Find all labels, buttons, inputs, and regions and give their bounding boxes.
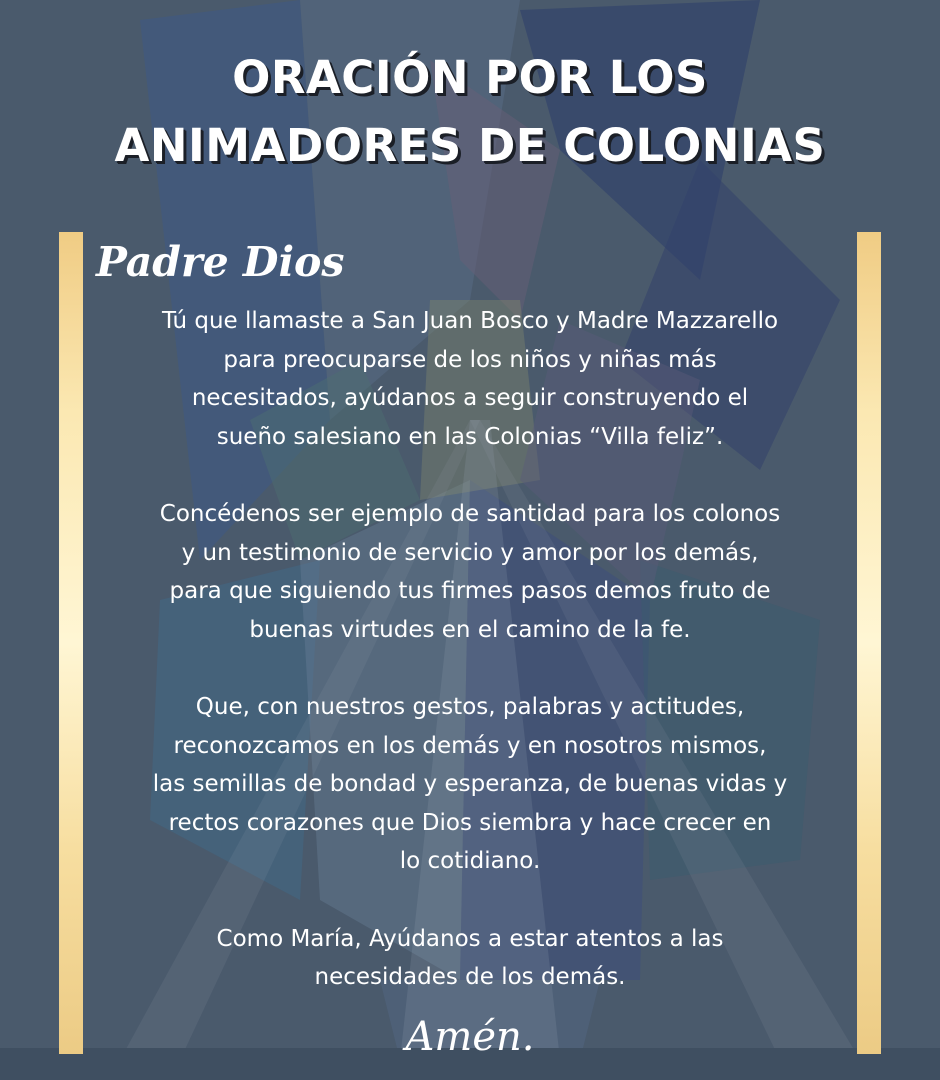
title-line-2: ANIMADORES DE COLONIAS bbox=[114, 119, 826, 172]
left-gold-bar bbox=[59, 232, 83, 1054]
right-gold-bar bbox=[857, 232, 881, 1054]
prayer-paragraph-4: Como María, Ayúdanos a estar atentos a las necesidades de los demás. bbox=[216, 925, 724, 990]
closing-amen: Amén. bbox=[405, 1014, 535, 1060]
greeting: Padre Dios bbox=[96, 238, 345, 286]
prayer-paragraph-1: Tú que llamaste a San Juan Bosco y Madre Mazzarello para preocuparse de los niños y niñas más necesitados, ayúdanos a seguir construyendo el sueño salesiano en las Colonias “Villa feliz”. bbox=[161, 308, 779, 450]
prayer-paragraph-3: Que, con nuestros gestos, palabras y actitudes, reconozcamos en los demás y en nosotros mismos, las semillas de bondad y esperanza, de buenas vidas y rectos corazones que Dios siembra y hace crecer en lo cotidiano. bbox=[152, 694, 788, 874]
page-title bbox=[0, 44, 940, 180]
prayer-paragraph-2: Concédenos ser ejemplo de santidad para los colonos y un testimonio de servicio y amor por los demás, para que siguiendo tus firmes pasos demos fruto de buenas virtudes en el camino de la fe. bbox=[159, 501, 781, 643]
prayer-body bbox=[86, 302, 854, 1036]
title-line-1: ORACIÓN POR LOS bbox=[232, 51, 708, 104]
